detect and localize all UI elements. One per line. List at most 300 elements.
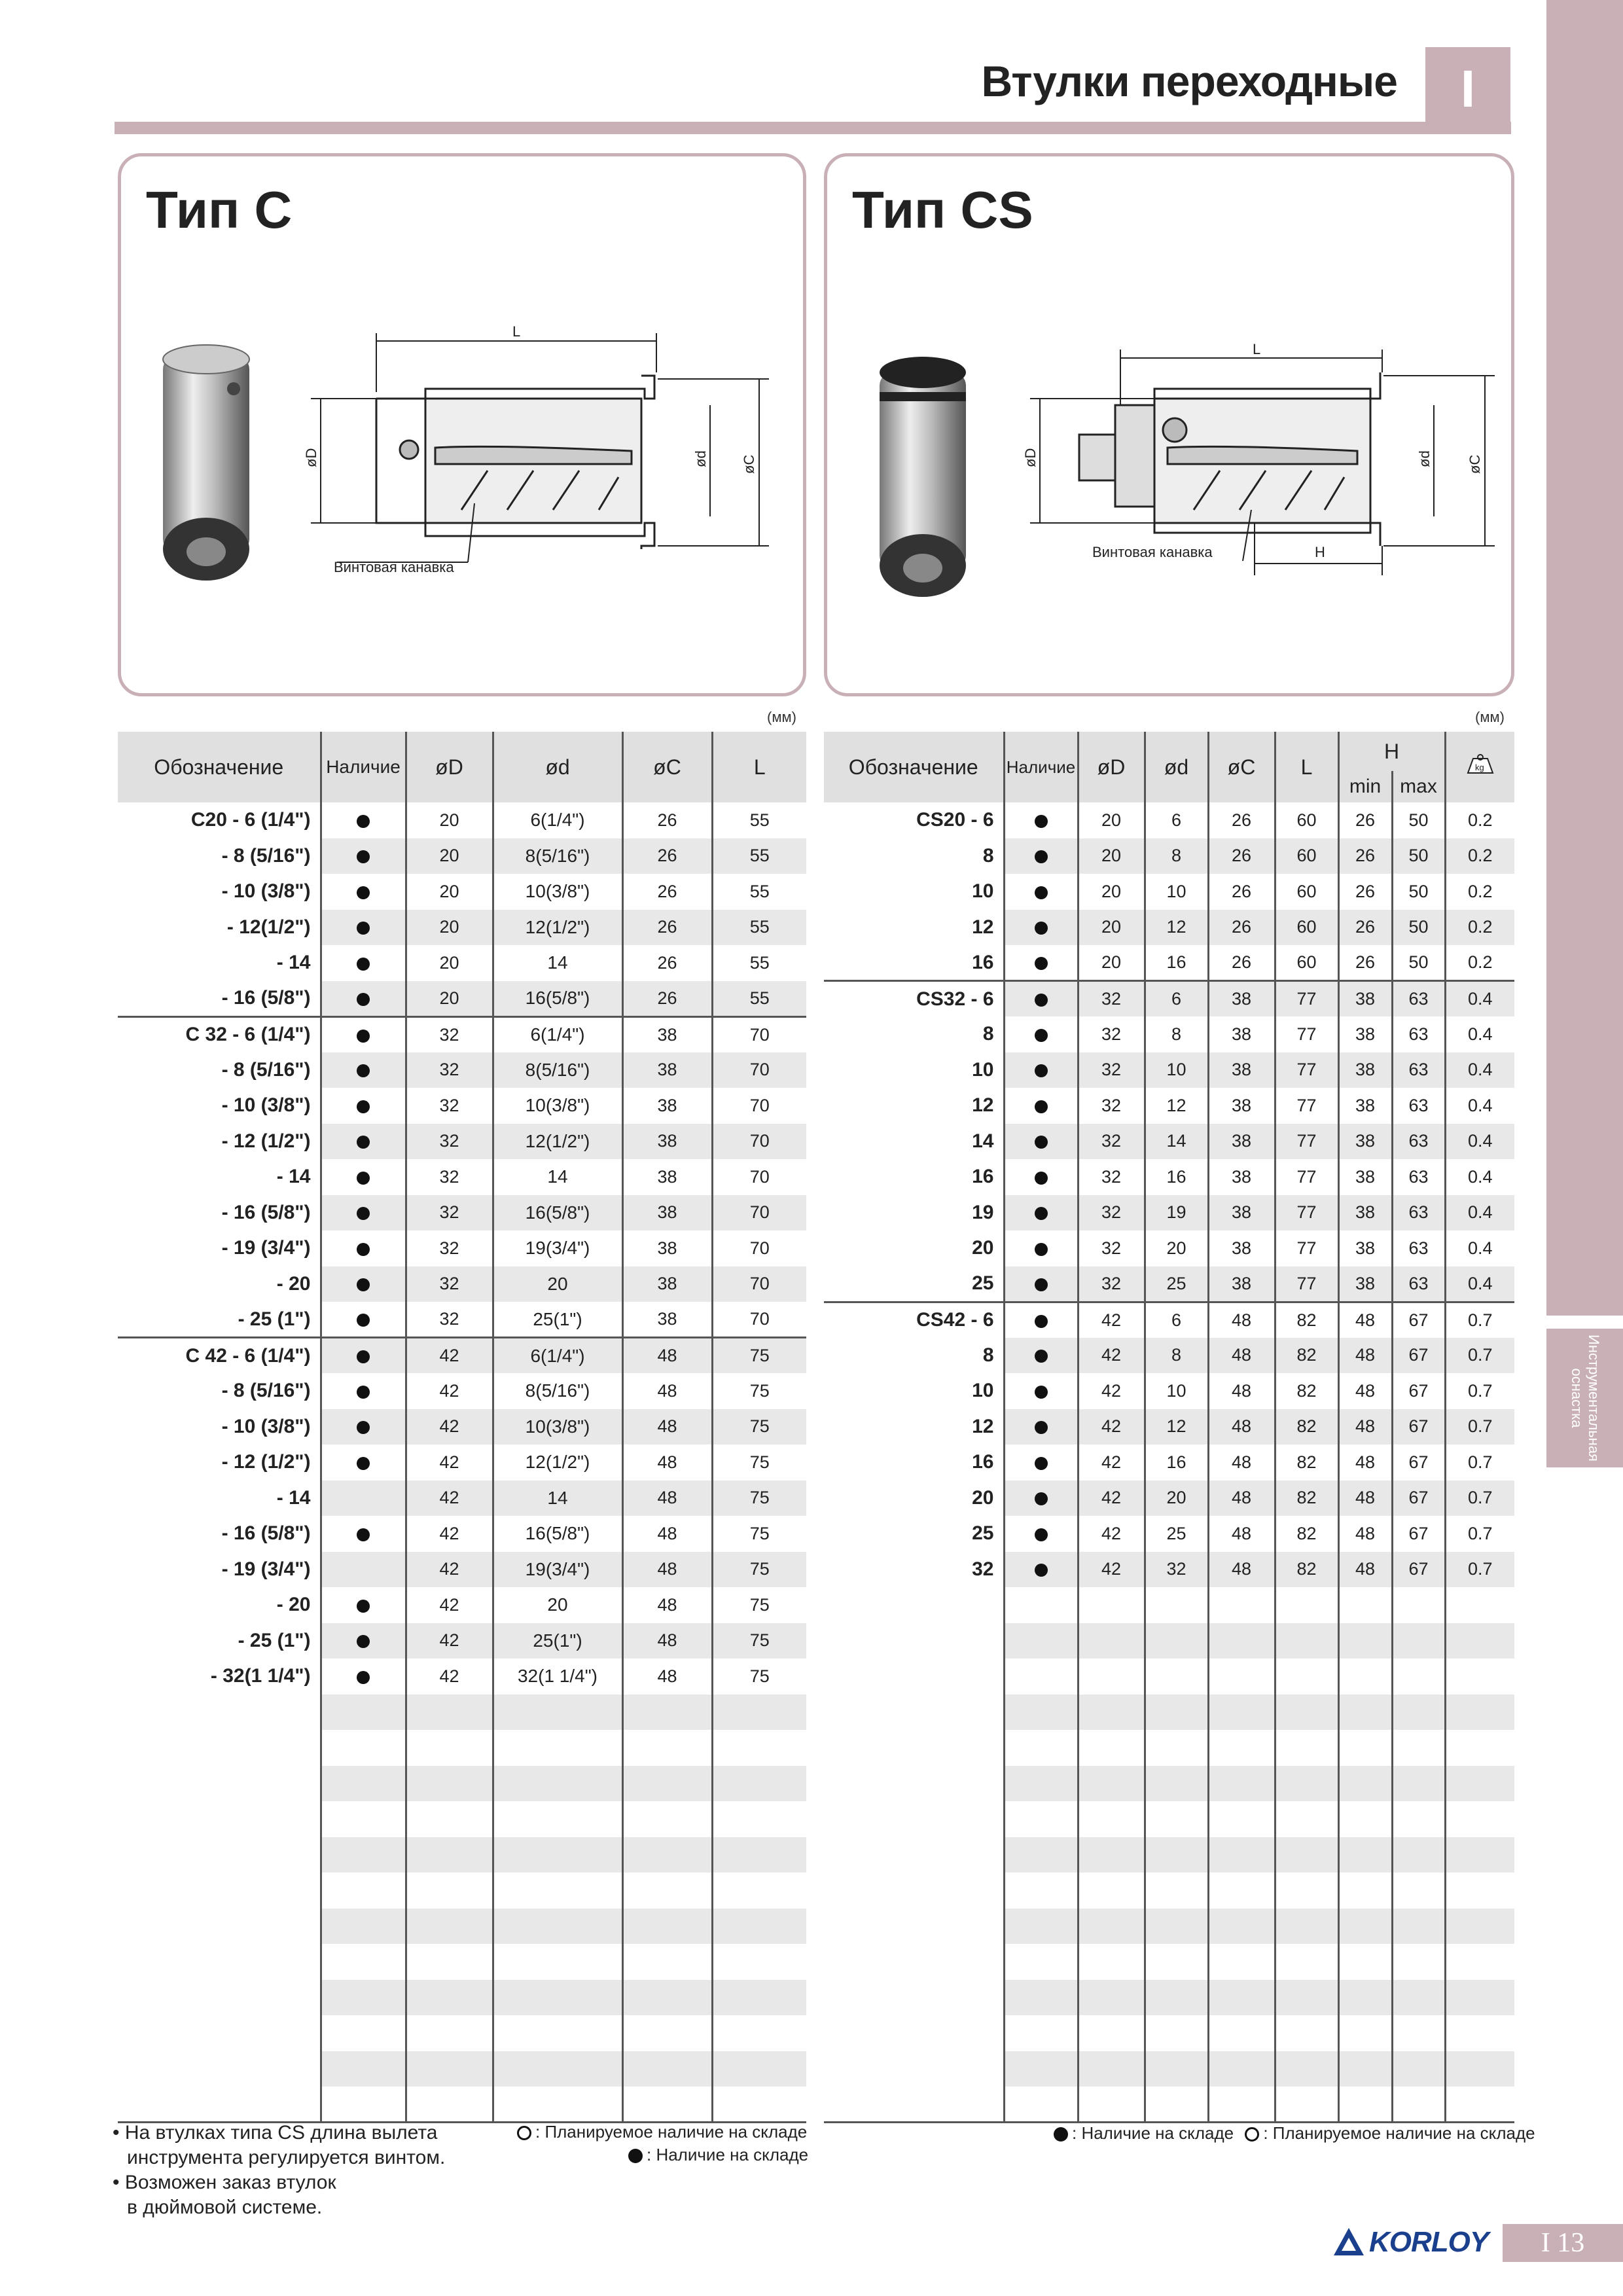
table-row [118,802,806,838]
type-c-label-c: øC [741,454,757,474]
value-cell: 6 [1145,802,1208,838]
type-c-title: Тип C [146,181,293,239]
value-cell: 32 [406,1266,493,1302]
type-cs-drawing [827,156,1511,693]
value-cell: 20 [406,945,493,981]
designation-cell: - 8 (5/16") [118,1052,321,1088]
value-cell: 6(1/4") [493,1016,622,1052]
value-cell: 48 [1338,1516,1392,1552]
value-cell: 42 [1078,1480,1145,1516]
availability-cell [321,1230,406,1266]
designation-cell: 19 [824,1195,1004,1231]
in-stock-dot [1035,994,1048,1007]
table-row [824,1552,1514,1588]
type-c-panel [118,153,806,696]
availability-cell [321,1016,406,1052]
value-cell: 38 [1338,1124,1392,1160]
empty-row [118,1873,806,1909]
value-cell: 26 [1208,945,1275,981]
in-stock-dot [357,1278,370,1291]
table-row [118,1409,806,1445]
value-cell: 20 [406,981,493,1017]
value-cell: 42 [406,1623,493,1659]
col-d-inner: ød [493,732,622,802]
table-row [824,1480,1514,1516]
availability-cell [1004,1016,1078,1052]
value-cell: 0.4 [1445,1088,1514,1124]
value-cell: 20 [493,1266,622,1302]
col-l: L [712,732,806,802]
empty-row [118,2015,806,2051]
value-cell: 38 [1338,1266,1392,1302]
value-cell: 77 [1275,1230,1338,1266]
korloy-logo-icon [1332,2226,1365,2259]
designation-cell: - 12(1/2") [118,910,321,946]
value-cell: 42 [1078,1338,1145,1374]
value-cell: 48 [622,1587,712,1623]
value-cell: 8(5/16") [493,1052,622,1088]
value-cell: 32 [1078,1230,1145,1266]
col-h-min: min [1338,771,1392,802]
side-tab-line1: Инструментальная [1585,1335,1602,1462]
value-cell: 38 [622,1302,712,1338]
value-cell: 0.4 [1445,1016,1514,1052]
weight-unit: kg [1474,762,1484,772]
empty-row [118,1980,806,2016]
value-cell: 32 [1145,1552,1208,1588]
empty-row [824,1801,1514,1837]
in-stock-dot [357,1671,370,1684]
availability-cell [1004,1124,1078,1160]
in-stock-dot [1035,850,1048,863]
value-cell: 0.2 [1445,802,1514,838]
value-cell: 12 [1145,1409,1208,1445]
availability-cell [321,1623,406,1659]
col-l: L [1275,732,1338,802]
table-row [118,1587,806,1623]
table-row [824,981,1514,1017]
availability-cell [321,1088,406,1124]
availability-cell [1004,981,1078,1017]
value-cell: 48 [1208,1516,1275,1552]
empty-row [118,1837,806,1873]
value-cell: 48 [1338,1338,1392,1374]
value-cell: 75 [712,1373,806,1409]
designation-cell: - 8 (5/16") [118,1373,321,1409]
value-cell: 38 [1208,1159,1275,1195]
designation-cell: 14 [824,1124,1004,1160]
value-cell: 32 [406,1016,493,1052]
value-cell: 14 [493,945,622,981]
in-stock-dot [1035,1315,1048,1328]
value-cell: 0.4 [1445,1195,1514,1231]
table-row [118,1052,806,1088]
value-cell: 10(3/8") [493,874,622,910]
value-cell: 63 [1392,1016,1445,1052]
table-row [824,838,1514,874]
footnotes [113,2121,445,2220]
value-cell: 32 [406,1052,493,1088]
availability-cell [321,910,406,946]
empty-row [824,1944,1514,1980]
empty-row [118,1695,806,1731]
value-cell: 6(1/4") [493,802,622,838]
type-cs-label-d-outer: øD [1022,448,1039,467]
side-tab-line2: оснастка [1568,1368,1585,1428]
empty-row [824,1659,1514,1695]
legend-cs-planned: : Планируемое наличие на складе [1263,2123,1535,2143]
designation-cell: CS42 - 6 [824,1302,1004,1338]
table-row [118,1516,806,1552]
col-d-outer: øD [1078,732,1145,802]
value-cell: 32 [406,1159,493,1195]
value-cell: 32 [1078,1195,1145,1231]
value-cell: 16(5/8") [493,1516,622,1552]
in-stock-dot [1035,1172,1048,1185]
filled-circle-icon [628,2149,643,2163]
value-cell: 32 [406,1230,493,1266]
value-cell: 0.4 [1445,1052,1514,1088]
designation-cell: - 32(1 1/4") [118,1659,321,1695]
in-stock-dot [357,886,370,899]
availability-cell [321,1159,406,1195]
type-c-label-d-inner: ød [692,450,709,467]
value-cell: 26 [1208,874,1275,910]
designation-cell: 8 [824,1016,1004,1052]
value-cell: 75 [712,1444,806,1480]
value-cell: 26 [1338,802,1392,838]
value-cell: 60 [1275,838,1338,874]
designation-cell: 25 [824,1516,1004,1552]
value-cell: 48 [1208,1444,1275,1480]
availability-cell [321,1409,406,1445]
value-cell: 48 [1338,1373,1392,1409]
table-row [824,874,1514,910]
type-cs-title: Тип CS [852,181,1033,239]
value-cell: 67 [1392,1373,1445,1409]
in-stock-dot [357,958,370,971]
value-cell: 38 [622,1195,712,1231]
type-cs-photo [880,357,966,597]
empty-row [824,1837,1514,1873]
value-cell: 0.2 [1445,910,1514,946]
designation-cell: 10 [824,874,1004,910]
value-cell: 48 [622,1373,712,1409]
value-cell: 42 [406,1552,493,1588]
chapter-marker: I [1425,47,1510,131]
value-cell: 38 [1208,1124,1275,1160]
type-cs-label-groove: Винтовая канавка [1092,544,1213,560]
availability-cell [321,1587,406,1623]
value-cell: 42 [406,1409,493,1445]
availability-cell [1004,1338,1078,1374]
col-h: H [1338,732,1445,771]
table-row [118,1480,806,1516]
value-cell: 6(1/4") [493,1338,622,1374]
value-cell: 0.4 [1445,1266,1514,1302]
legend-c-stock: : Наличие на складе [647,2145,809,2164]
value-cell: 77 [1275,1124,1338,1160]
designation-cell: 20 [824,1230,1004,1266]
availability-cell [1004,1373,1078,1409]
value-cell: 60 [1275,802,1338,838]
designation-cell: 16 [824,1444,1004,1480]
value-cell: 55 [712,910,806,946]
availability-cell [321,874,406,910]
value-cell: 10(3/8") [493,1409,622,1445]
designation-cell: - 20 [118,1587,321,1623]
empty-row [118,1909,806,1945]
value-cell: 0.7 [1445,1552,1514,1588]
value-cell: 14 [493,1159,622,1195]
value-cell: 55 [712,838,806,874]
empty-row [824,1587,1514,1623]
value-cell: 67 [1392,1302,1445,1338]
table-row [824,1124,1514,1160]
value-cell: 70 [712,1016,806,1052]
value-cell: 20 [1145,1230,1208,1266]
designation-cell: - 10 (3/8") [118,1409,321,1445]
value-cell: 19(3/4") [493,1230,622,1266]
designation-cell: - 16 (5/8") [118,981,321,1017]
filled-circle-icon [1054,2127,1068,2142]
col-weight [1445,732,1514,802]
table-row [118,910,806,946]
designation-cell: - 10 (3/8") [118,874,321,910]
value-cell: 67 [1392,1338,1445,1374]
legend-c-planned: : Планируемое наличие на складе [535,2122,808,2142]
table-row [118,1623,806,1659]
value-cell: 42 [406,1444,493,1480]
in-stock-dot [357,1635,370,1648]
value-cell: 10 [1145,1052,1208,1088]
value-cell: 20 [493,1587,622,1623]
value-cell: 63 [1392,1088,1445,1124]
value-cell: 77 [1275,1266,1338,1302]
value-cell: 32 [1078,1088,1145,1124]
value-cell: 55 [712,945,806,981]
value-cell: 38 [1338,1159,1392,1195]
value-cell: 26 [1338,874,1392,910]
value-cell: 12(1/2") [493,1444,622,1480]
availability-cell [321,945,406,981]
empty-row [118,1730,806,1766]
value-cell: 0.7 [1445,1480,1514,1516]
value-cell: 50 [1392,838,1445,874]
in-stock-dot [357,1350,370,1363]
table-c-unit: (мм) [767,709,796,725]
value-cell: 19 [1145,1195,1208,1231]
note-line: • Возможен заказ втулок [113,2172,336,2193]
value-cell: 77 [1275,1159,1338,1195]
value-cell: 16 [1145,945,1208,981]
table-row [118,874,806,910]
side-bar [1546,0,1623,1316]
value-cell: 6 [1145,981,1208,1017]
empty-row [118,1944,806,1980]
value-cell: 16(5/8") [493,1195,622,1231]
value-cell: 48 [1338,1552,1392,1588]
value-cell: 67 [1392,1444,1445,1480]
empty-row [118,2087,806,2123]
availability-cell [1004,1444,1078,1480]
availability-cell [1004,1302,1078,1338]
brand-logo [1332,2225,1488,2259]
value-cell: 20 [1078,910,1145,946]
value-cell: 63 [1392,1052,1445,1088]
value-cell: 82 [1275,1516,1338,1552]
legend-cs-stock: : Наличие на складе [1072,2123,1234,2143]
designation-cell: - 14 [118,945,321,981]
value-cell: 32 [406,1124,493,1160]
value-cell: 38 [622,1124,712,1160]
designation-cell: - 16 (5/8") [118,1516,321,1552]
in-stock-dot [1035,1386,1048,1399]
type-cs-panel [824,153,1514,696]
value-cell: 48 [622,1338,712,1374]
value-cell: 20 [1078,838,1145,874]
value-cell: 0.4 [1445,1159,1514,1195]
value-cell: 67 [1392,1409,1445,1445]
type-cs-label-l: L [1253,341,1261,357]
value-cell: 0.7 [1445,1516,1514,1552]
col-h-max: max [1392,771,1445,802]
value-cell: 77 [1275,1195,1338,1231]
empty-row [118,1766,806,1802]
value-cell: 48 [622,1552,712,1588]
value-cell: 48 [1208,1338,1275,1374]
brand-name: KORLOY [1369,2226,1489,2258]
note-line: • На втулках типа CS длина вылета [113,2122,438,2144]
in-stock-dot [1035,1528,1048,1541]
in-stock-dot [357,1386,370,1399]
value-cell: 42 [406,1373,493,1409]
type-c-section-drawing [376,376,654,549]
value-cell: 25 [1145,1266,1208,1302]
table-row [118,1302,806,1338]
designation-cell: 8 [824,838,1004,874]
designation-cell: 12 [824,1409,1004,1445]
value-cell: 32 [1078,1159,1145,1195]
table-row [118,945,806,981]
value-cell: 42 [406,1659,493,1695]
legend-cs [1054,2123,1535,2144]
empty-row [824,2087,1514,2123]
value-cell: 26 [622,874,712,910]
in-stock-dot [1035,1278,1048,1291]
value-cell: 26 [1338,945,1392,981]
value-cell: 48 [622,1516,712,1552]
availability-cell [1004,1052,1078,1088]
value-cell: 55 [712,981,806,1017]
empty-row [824,1873,1514,1909]
availability-cell [321,981,406,1017]
value-cell: 38 [1208,1088,1275,1124]
in-stock-dot [1035,1136,1048,1149]
in-stock-dot [1035,922,1048,935]
note-line: в дюймовой системе. [127,2197,323,2218]
type-c-label-l: L [512,323,521,340]
value-cell: 82 [1275,1444,1338,1480]
in-stock-dot [1035,1457,1048,1470]
value-cell: 32 [1078,1016,1145,1052]
value-cell: 26 [622,838,712,874]
value-cell: 48 [1208,1409,1275,1445]
table-row [118,1373,806,1409]
designation-cell: C 42 - 6 (1/4") [118,1338,321,1374]
value-cell: 0.7 [1445,1373,1514,1409]
value-cell: 63 [1392,981,1445,1017]
designation-cell: 12 [824,910,1004,946]
type-cs-label-c: øC [1467,454,1483,474]
value-cell: 48 [1208,1302,1275,1338]
in-stock-dot [357,1064,370,1077]
value-cell: 70 [712,1124,806,1160]
table-row [118,1088,806,1124]
in-stock-dot [357,1600,370,1613]
table-type-c [118,732,806,2123]
value-cell: 42 [406,1338,493,1374]
value-cell: 0.7 [1445,1409,1514,1445]
note-line: инструмента регулируется винтом. [127,2147,446,2168]
value-cell: 14 [1145,1124,1208,1160]
designation-cell: 16 [824,945,1004,981]
designation-cell: - 12 (1/2") [118,1124,321,1160]
value-cell: 63 [1392,1266,1445,1302]
empty-row [824,1623,1514,1659]
value-cell: 48 [622,1480,712,1516]
col-availability: Наличие [1004,732,1078,802]
value-cell: 26 [1338,838,1392,874]
designation-cell: CS20 - 6 [824,802,1004,838]
col-designation: Обозначение [824,732,1004,802]
value-cell: 77 [1275,981,1338,1017]
value-cell: 16 [1145,1159,1208,1195]
page-title: Втулки переходные [981,57,1397,105]
in-stock-dot [1035,1350,1048,1363]
value-cell: 20 [1078,802,1145,838]
value-cell: 70 [712,1302,806,1338]
value-cell: 10(3/8") [493,1088,622,1124]
value-cell: 16(5/8") [493,981,622,1017]
availability-cell [1004,838,1078,874]
availability-cell [321,1124,406,1160]
designation-cell: - 16 (5/8") [118,1195,321,1231]
value-cell: 50 [1392,945,1445,981]
value-cell: 38 [1208,1266,1275,1302]
designation-cell: 12 [824,1088,1004,1124]
empty-row [824,1766,1514,1802]
value-cell: 77 [1275,1052,1338,1088]
value-cell: 38 [1338,1052,1392,1088]
value-cell: 25(1") [493,1302,622,1338]
value-cell: 20 [1078,874,1145,910]
value-cell: 8 [1145,1338,1208,1374]
designation-cell: 25 [824,1266,1004,1302]
availability-cell [1004,802,1078,838]
value-cell: 42 [1078,1373,1145,1409]
table-type-cs [824,732,1514,2123]
header-rule [115,122,1511,134]
type-cs-label-h: H [1315,544,1325,560]
table-row [118,1552,806,1588]
value-cell: 38 [1338,981,1392,1017]
side-section-tab [1546,1329,1623,1467]
value-cell: 38 [622,1230,712,1266]
value-cell: 25(1") [493,1623,622,1659]
value-cell: 38 [622,1052,712,1088]
designation-cell: C 32 - 6 (1/4") [118,1016,321,1052]
